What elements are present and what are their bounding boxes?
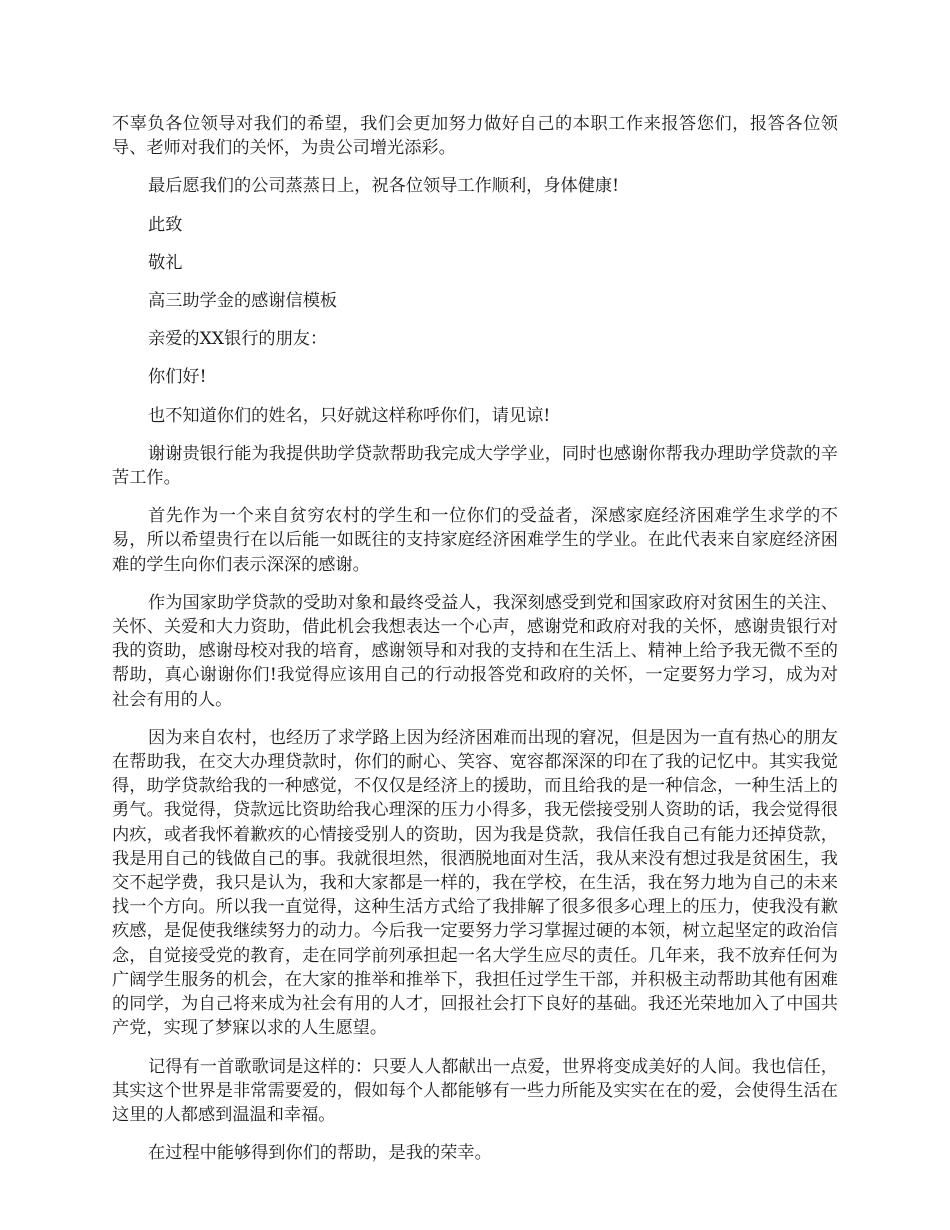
paragraph-rural-experience: 因为来自农村，也经历了求学路上因为经济困难而出现的窘况，但是因为一直有热心的朋友在帮助我，在交大办理贷款时，你们的耐心、笑容、宽容都深深的印在了我的记忆中。其实我觉得，助学贷款给我的一种感觉，不仅仅是经济上的援助，而且给我的是一种信念，一种生活上的勇气。我觉得，贷款远比资助给我心理深的压力小得多，我无偿接受别人资助的话，我会觉得很内疚，或者我怀着歉疚的心情接受别人的资助，因为我是贷款，我信任我自己有能力还掉贷款，我是用自己的钱做自己的事。我就很坦然，很洒脱地面对生活，我从来没有想过我是贫困生，我交不起学费，我只是认为，我和大家都是一样的，我在学校，在生活，我在努力地为自己的未来找一个方向。所以我一直觉得，这种生活方式给了我排解了很多很多心理上的压力，使我没有歉疚感，是促使我继续努力的动力。今后我一定要努力学习掌握过硬的本领，树立起坚定的政治信念，自觉接受党的教育，走在同学前列承担起一名大学生应尽的责任。几年来，我不放弃任何为广阔学生服务的机会，在大家的推举和推举下，我担任过学生干部，并积极主动帮助其他有困难的同学，为自己将来成为社会有用的人才，回报社会打下良好的基础。我还光荣地加入了中国共产党，实现了梦寐以求的人生愿望。: [112, 727, 838, 1039]
paragraph-recipient-gratitude: 作为国家助学贷款的受助对象和最终受益人，我深刻感受到党和国家政府对贫困生的关注、关怀、关爱和大力资助，借此机会我想表达一个心声，感谢党和政府对我的关怀，感谢贵银行对我的资助，感谢母校对我的培育，感谢领导和对我的支持和在生活上、精神上给予我无微不至的帮助，真心谢谢你们!我觉得应该用自己的行动报答党和政府的关怀，一定要努力学习，成为对社会有用的人。: [112, 592, 838, 710]
paragraph-song-lyrics: 记得有一首歌歌词是这样的：只要人人都献出一点爱，世界将变成美好的人间。我也信任，其实这个世界是非常需要爱的，假如每个人都能够有一些力所能及实实在在的爱，会使得生活在这里的人都感到温温和幸福。: [112, 1056, 838, 1125]
paragraph-thanks-bank: 谢谢贵银行能为我提供助学贷款帮助我完成大学学业，同时也感谢你帮我办理助学贷款的辛苦工作。: [112, 443, 838, 489]
paragraph-continuation: 不辜负各位领导对我们的希望，我们会更加努力做好自己的本职工作来报答您们，报答各位领导、老师对我们的关怀，为贵公司增光添彩。: [112, 114, 838, 159]
paragraph-honor: 在过程中能够得到你们的帮助，是我的荣幸。: [148, 1143, 492, 1164]
paragraph-salutation-1: 此致: [148, 214, 183, 235]
paragraph-closing-wish: 最后愿我们的公司蒸蒸日上，祝各位领导工作顺利，身体健康!: [148, 176, 619, 197]
paragraph-salutation-2: 敬礼: [148, 252, 183, 273]
paragraph-greeting: 你们好!: [148, 367, 207, 388]
paragraph-greeting-recipient: 亲爱的XX银行的朋友：: [148, 329, 328, 350]
section-title: 高三助学金的感谢信模板: [148, 291, 338, 312]
paragraph-apology: 也不知道你们的姓名，只好就这样称呼你们，请见谅!: [148, 405, 551, 426]
paragraph-first-of-all: 首先作为一个来自贫穷农村的学生和一位你们的受益者，深感家庭经济困难学生求学的不易，所以希望贵行在以后能一如既往的支持家庭经济困难学生的学业。在此代表来自家庭经济困难的学生向你们表示深深的感谢。: [112, 506, 838, 575]
